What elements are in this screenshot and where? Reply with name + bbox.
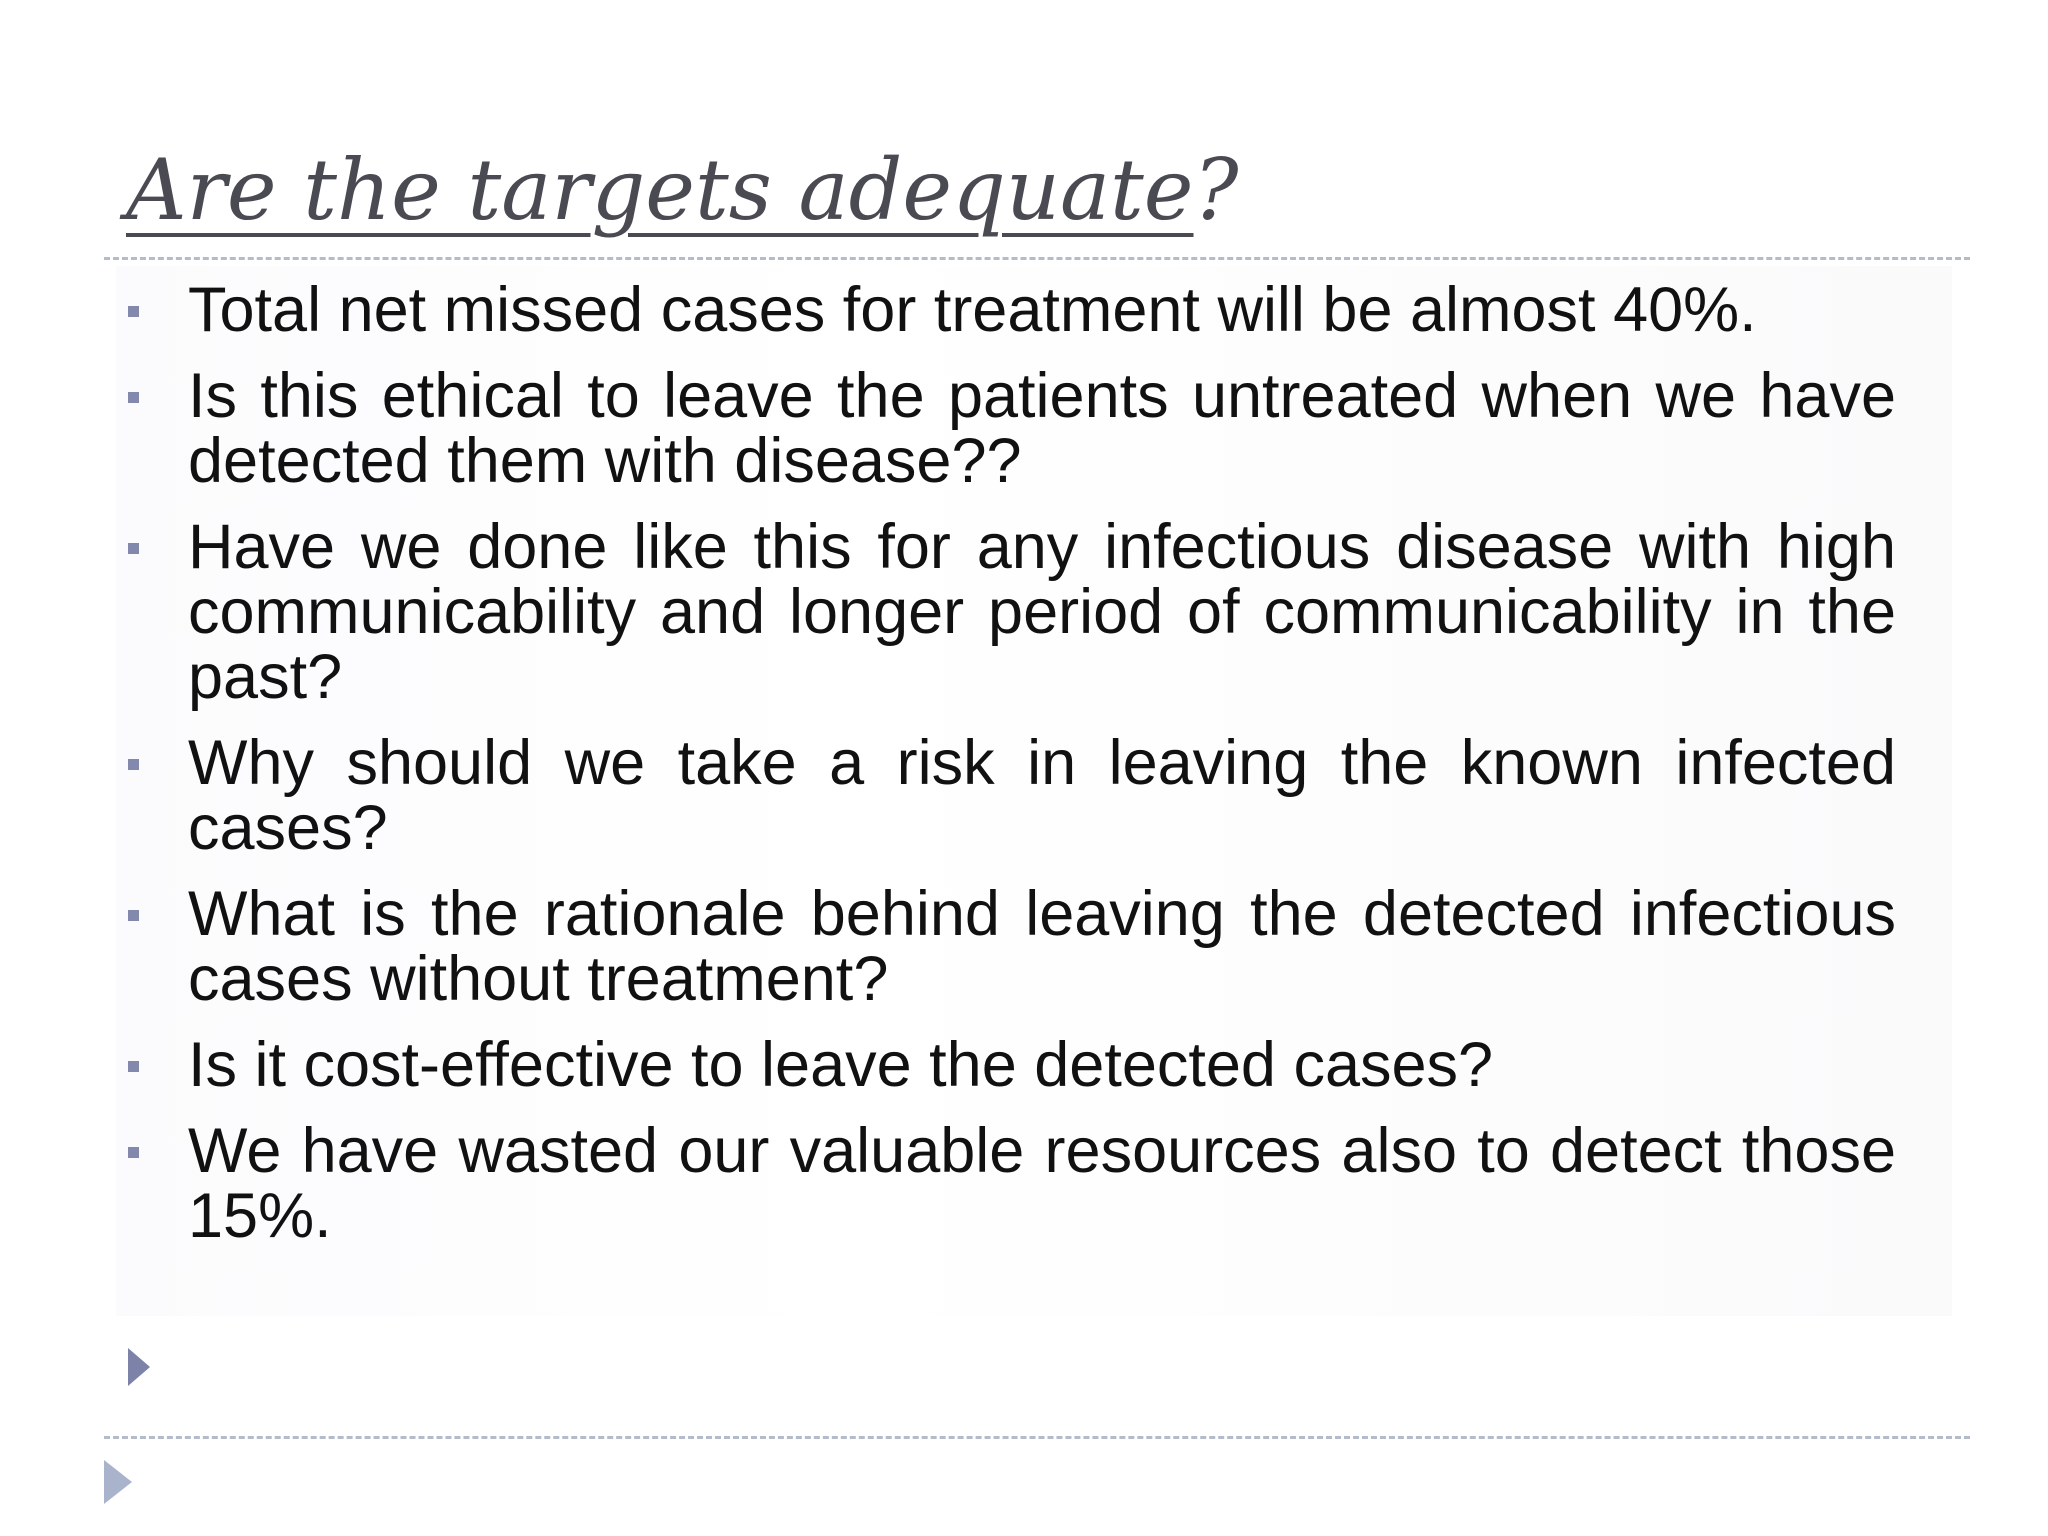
triangle-right-icon xyxy=(104,1460,132,1504)
bullet-item xyxy=(126,1116,1896,1251)
bullet-item xyxy=(126,879,1896,1014)
bullet-text: We have wasted our valuable resources also to detect those 15%. xyxy=(188,1116,1896,1251)
triangle-right-icon xyxy=(128,1348,150,1386)
bullet-item xyxy=(126,275,1896,345)
square-bullet-icon xyxy=(128,306,139,317)
bullet-text: Why should we take a risk in leaving the known infected cases? xyxy=(188,728,1896,863)
square-bullet-icon xyxy=(128,1147,139,1158)
slide-title xyxy=(126,140,1239,241)
slide-title-punctuation: ? xyxy=(1193,141,1239,239)
square-bullet-icon xyxy=(128,1061,139,1072)
footer-divider xyxy=(104,1436,1970,1439)
bullet-text: Total net missed cases for treatment will be almost 40%. xyxy=(188,275,1757,345)
bullet-text: Is this ethical to leave the patients untreated when we have detected them with disease?? xyxy=(188,361,1896,496)
bullet-text: Have we done like this for any infectious disease with high communicability and longer period of communicability in the past? xyxy=(188,512,1896,712)
bullet-item xyxy=(126,728,1896,863)
title-divider xyxy=(104,257,1970,260)
slide-title-main: Are the targets adequate xyxy=(126,141,1194,239)
square-bullet-icon xyxy=(128,759,139,770)
bullet-list xyxy=(126,275,1896,1270)
square-bullet-icon xyxy=(128,910,139,921)
bullet-text: What is the rationale behind leaving the detected infectious cases without treatment? xyxy=(188,879,1896,1014)
square-bullet-icon xyxy=(128,543,139,554)
square-bullet-icon xyxy=(128,392,139,403)
bullet-item xyxy=(126,361,1896,496)
bullet-item xyxy=(126,1030,1896,1100)
bullet-item xyxy=(126,512,1896,712)
bullet-text: Is it cost-effective to leave the detected cases? xyxy=(188,1030,1494,1100)
